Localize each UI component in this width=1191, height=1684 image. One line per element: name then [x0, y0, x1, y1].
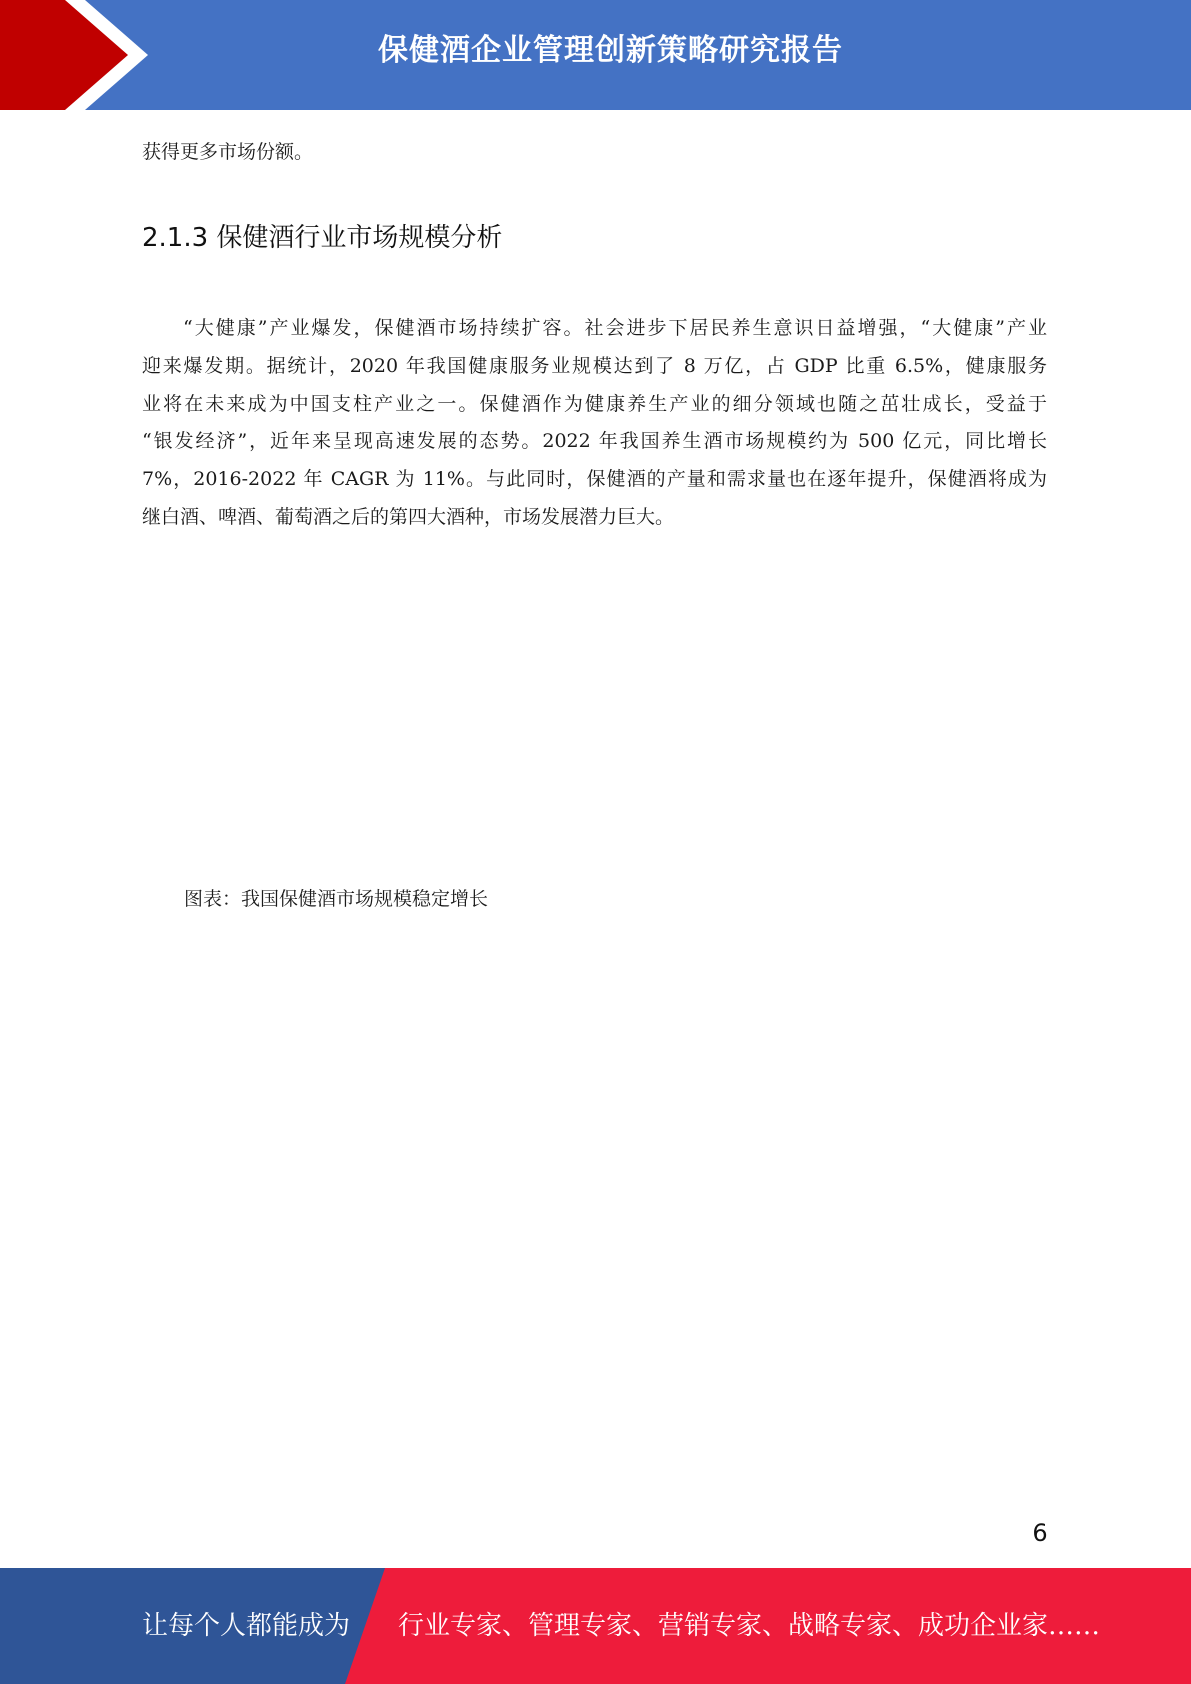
paragraph-line: “银发经济”，近年来呈现高速发展的态势。2022 年我国养生酒市场规模约为 500 亿元，同比增长 [142, 430, 1047, 453]
page-number: 6 [1032, 1519, 1048, 1547]
paragraph-line: 7%，2016-2022 年 CAGR 为 11%。与此同时，保健酒的产量和需求量也在逐年提升，保健酒将成为 [142, 468, 1047, 491]
figure-caption: 图表：我国保健酒市场规模稳定增长 [184, 888, 489, 910]
paragraph-line: 业将在未来成为中国支柱产业之一。保健酒作为健康养生产业的细分领域也随之茁壮成长，受益于 [142, 392, 1047, 415]
footer-slogan-right: 行业专家、管理专家、营销专家、战略专家、成功企业家…… [398, 1611, 1101, 1641]
paragraph-line: “大健康”产业爆发，保健酒市场持续扩容。社会进步下居民养生意识日益增强，“大健康”产业 [183, 317, 1047, 339]
footer-slogan-left: 让每个人都能成为 [142, 1611, 351, 1641]
paragraph-line: 迎来爆发期。据统计，2020 年我国健康服务业规模达到了 8 万亿，占 GDP 比重 6.5%，健康服务 [142, 354, 1047, 377]
paragraph-line: 继白酒、啤酒、葡萄酒之后的第四大酒种，市场发展潜力巨大。 [142, 505, 675, 528]
chevron-arrow-icon [0, 0, 160, 110]
body-paragraph [142, 310, 1047, 537]
footer-band [0, 1568, 1191, 1684]
section-heading: 2.1.3 保健酒行业市场规模分析 [142, 223, 503, 253]
intro-line: 获得更多市场份额。 [142, 141, 314, 163]
report-title: 保健酒企业管理创新策略研究报告 [378, 33, 843, 68]
header-band [0, 0, 1191, 110]
